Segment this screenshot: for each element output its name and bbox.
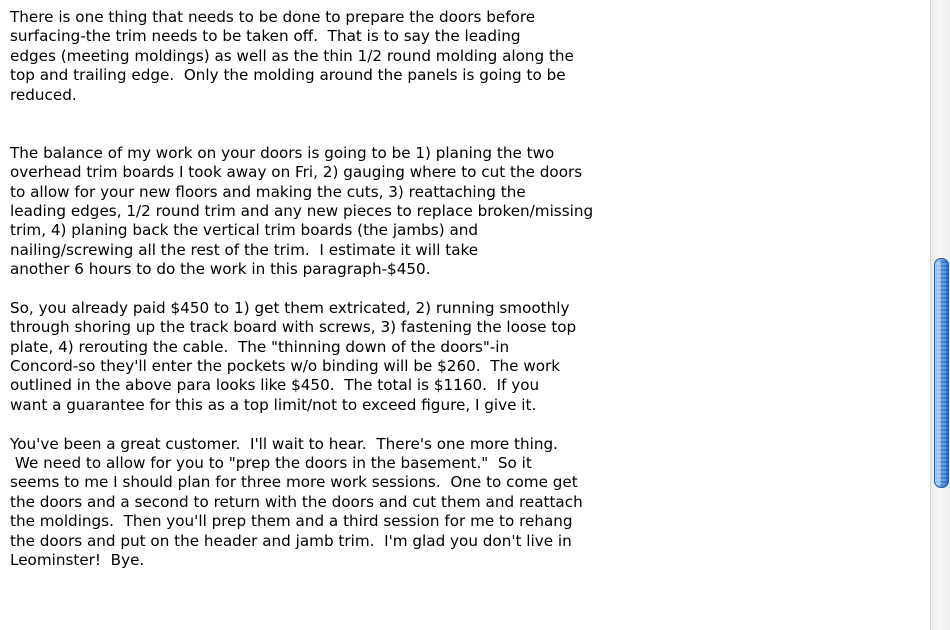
text-line: So, you already paid $450 to 1) get them extricated, 2) running smoothly: [10, 298, 570, 317]
blank-line: [10, 124, 650, 143]
text-line: to allow for your new floors and making the cuts, 3) reattaching the: [10, 182, 526, 201]
text-line: top and trailing edge. Only the molding around the panels is going to be: [10, 66, 566, 85]
blank-line: [10, 279, 650, 298]
text-line: another 6 hours to do the work in this paragraph-$450.: [10, 260, 431, 279]
text-line: leading edges, 1/2 round trim and any new pieces to replace broken/missing: [10, 201, 594, 220]
scrollbar-thumb[interactable]: [934, 258, 949, 488]
paragraph-2: [10, 144, 650, 280]
text-line: nailing/screwing all the rest of the trim. I estimate it will take: [10, 240, 479, 259]
text-line: want a guarantee for this as a top limit/not to exceed figure, I give it.: [10, 395, 537, 414]
text-line: There is one thing that needs to be done to prepare the doors before: [10, 8, 536, 26]
text-line: Concord-so they'll enter the pockets w/o binding will be $260. The work: [10, 357, 561, 376]
text-line: the moldings. Then you'll prep them and a third session for me to rehang: [10, 512, 573, 531]
vertical-scrollbar[interactable]: [930, 0, 950, 630]
text-line: trim, 4) planing back the vertical trim boards (the jambs) and: [10, 221, 479, 240]
text-line: Leominster! Bye.: [10, 550, 145, 569]
message-body: [10, 8, 650, 570]
text-line: plate, 4) rerouting the cable. The "thinning down of the doors"-in: [10, 337, 510, 356]
text-line: You've been a great customer. I'll wait to hear. There's one more thing.: [10, 434, 558, 453]
text-line: reduced.: [10, 85, 77, 104]
text-line: The balance of my work on your doors is going to be 1) planing the two: [10, 143, 555, 162]
text-line: outlined in the above para looks like $450. The total is $1160. If you: [10, 376, 540, 395]
paragraph-1: [10, 8, 650, 105]
paragraph-3: [10, 299, 650, 415]
blank-line: [10, 415, 650, 434]
text-line: We need to allow for you to "prep the doors in the basement." So it: [10, 453, 532, 472]
blank-line: [10, 105, 650, 124]
text-line: the doors and a second to return with the doors and cut them and reattach: [10, 492, 583, 511]
text-line: overhead trim boards I took away on Fri, 2) gauging where to cut the doors: [10, 163, 583, 182]
text-line: seems to me I should plan for three more work sessions. One to come get: [10, 473, 578, 492]
text-line: surfacing-the trim needs to be taken off. That is to say the leading: [10, 27, 521, 46]
text-line: edges (meeting moldings) as well as the thin 1/2 round molding along the: [10, 46, 574, 65]
text-line: through shoring up the track board with screws, 3) fastening the loose top: [10, 318, 577, 337]
text-line: the doors and put on the header and jamb trim. I'm glad you don't live in: [10, 531, 572, 550]
paragraph-4: [10, 435, 650, 571]
